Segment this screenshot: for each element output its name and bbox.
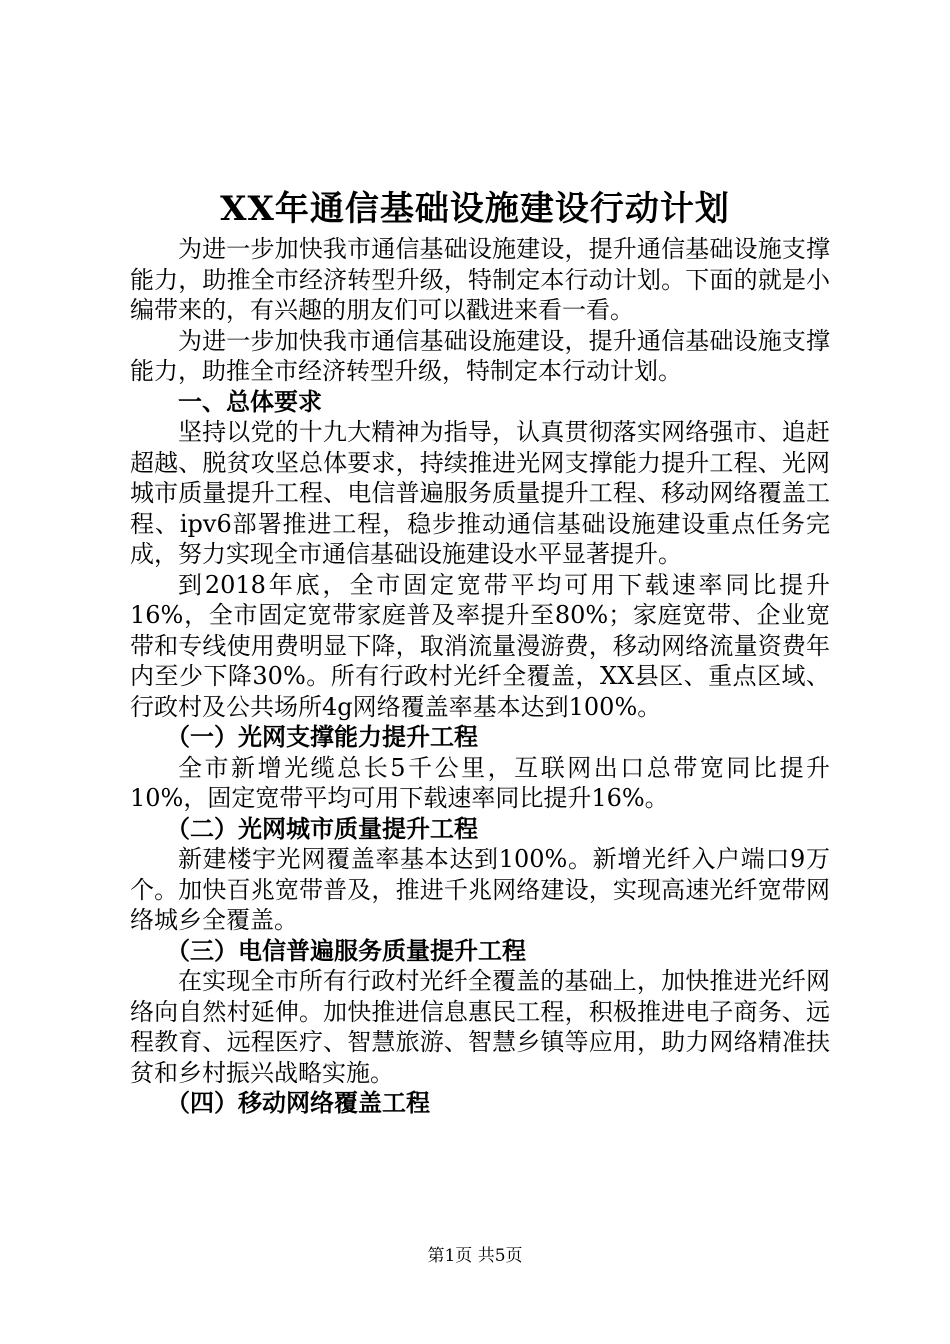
- subsection-1-paragraph: 全市新增光缆总长5千公里，互联网出口总带宽同比提升10%，固定宽带平均可用下载速率同比提升16%。: [130, 753, 830, 812]
- subsection-heading-2: （二）光网城市质量提升工程: [166, 814, 478, 843]
- document-title: XX年通信基础设施建设行动计划: [220, 189, 730, 229]
- subsection-2-paragraph: 新建楼宇光网覆盖率基本达到100%。新增光纤入户端口9万个。加快百兆宽带普及，推进千兆网络建设，实现高速光纤宽带网络城乡全覆盖。: [130, 845, 830, 934]
- intro-paragraph: 为进一步加快我市通信基础设施建设，提升通信基础设施支撑能力，助推全市经济转型升级，特制定本行动计划。下面的就是小编带来的，有兴趣的朋友们可以戳进来看一看。: [130, 235, 830, 324]
- section-heading-general: 一、总体要求: [178, 387, 322, 416]
- page-footer: 第1页 共5页: [427, 1246, 523, 1266]
- subsection-heading-4: （四）移动网络覆盖工程: [166, 1089, 430, 1117]
- document-body: [130, 234, 830, 1119]
- subsection-3-paragraph: 在实现全市所有行政村光纤全覆盖的基础上，加快推进光纤网络向自然村延伸。加快推进信息惠民工程，积极推进电子商务、远程教育、远程医疗、智慧旅游、智慧乡镇等应用，助力网络精准扶贫和乡村振兴战略实施。: [130, 967, 830, 1087]
- subsection-heading-3: （三）电信普遍服务质量提升工程: [166, 936, 526, 965]
- subsection-heading-1: （一）光网支撑能力提升工程: [166, 723, 478, 751]
- targets-paragraph: 到2018年底，全市固定宽带平均可用下载速率同比提升16%，全市固定宽带家庭普及率提升至80%；家庭宽带、企业宽带和专线使用费明显下降，取消流量漫游费，移动网络流量资费年内至少下降30%。所有行政村光纤全覆盖，XX县区、重点区域、行政村及公共场所4g网络覆盖率基本达到100%。: [130, 570, 830, 721]
- purpose-paragraph: 为进一步加快我市通信基础设施建设，提升通信基础设施支撑能力，助推全市经济转型升级，特制定本行动计划。: [130, 326, 830, 385]
- general-requirements-paragraph: 坚持以党的十九大精神为指导，认真贯彻落实网络强市、追赶超越、脱贫攻坚总体要求，持续推进光网支撑能力提升工程、光网城市质量提升工程、电信普遍服务质量提升工程、移动网络覆盖工程、ipv6部署推进工程，稳步推动通信基础设施建设重点任务完成，努力实现全市通信基础设施建设水平显著提升。: [130, 418, 830, 568]
